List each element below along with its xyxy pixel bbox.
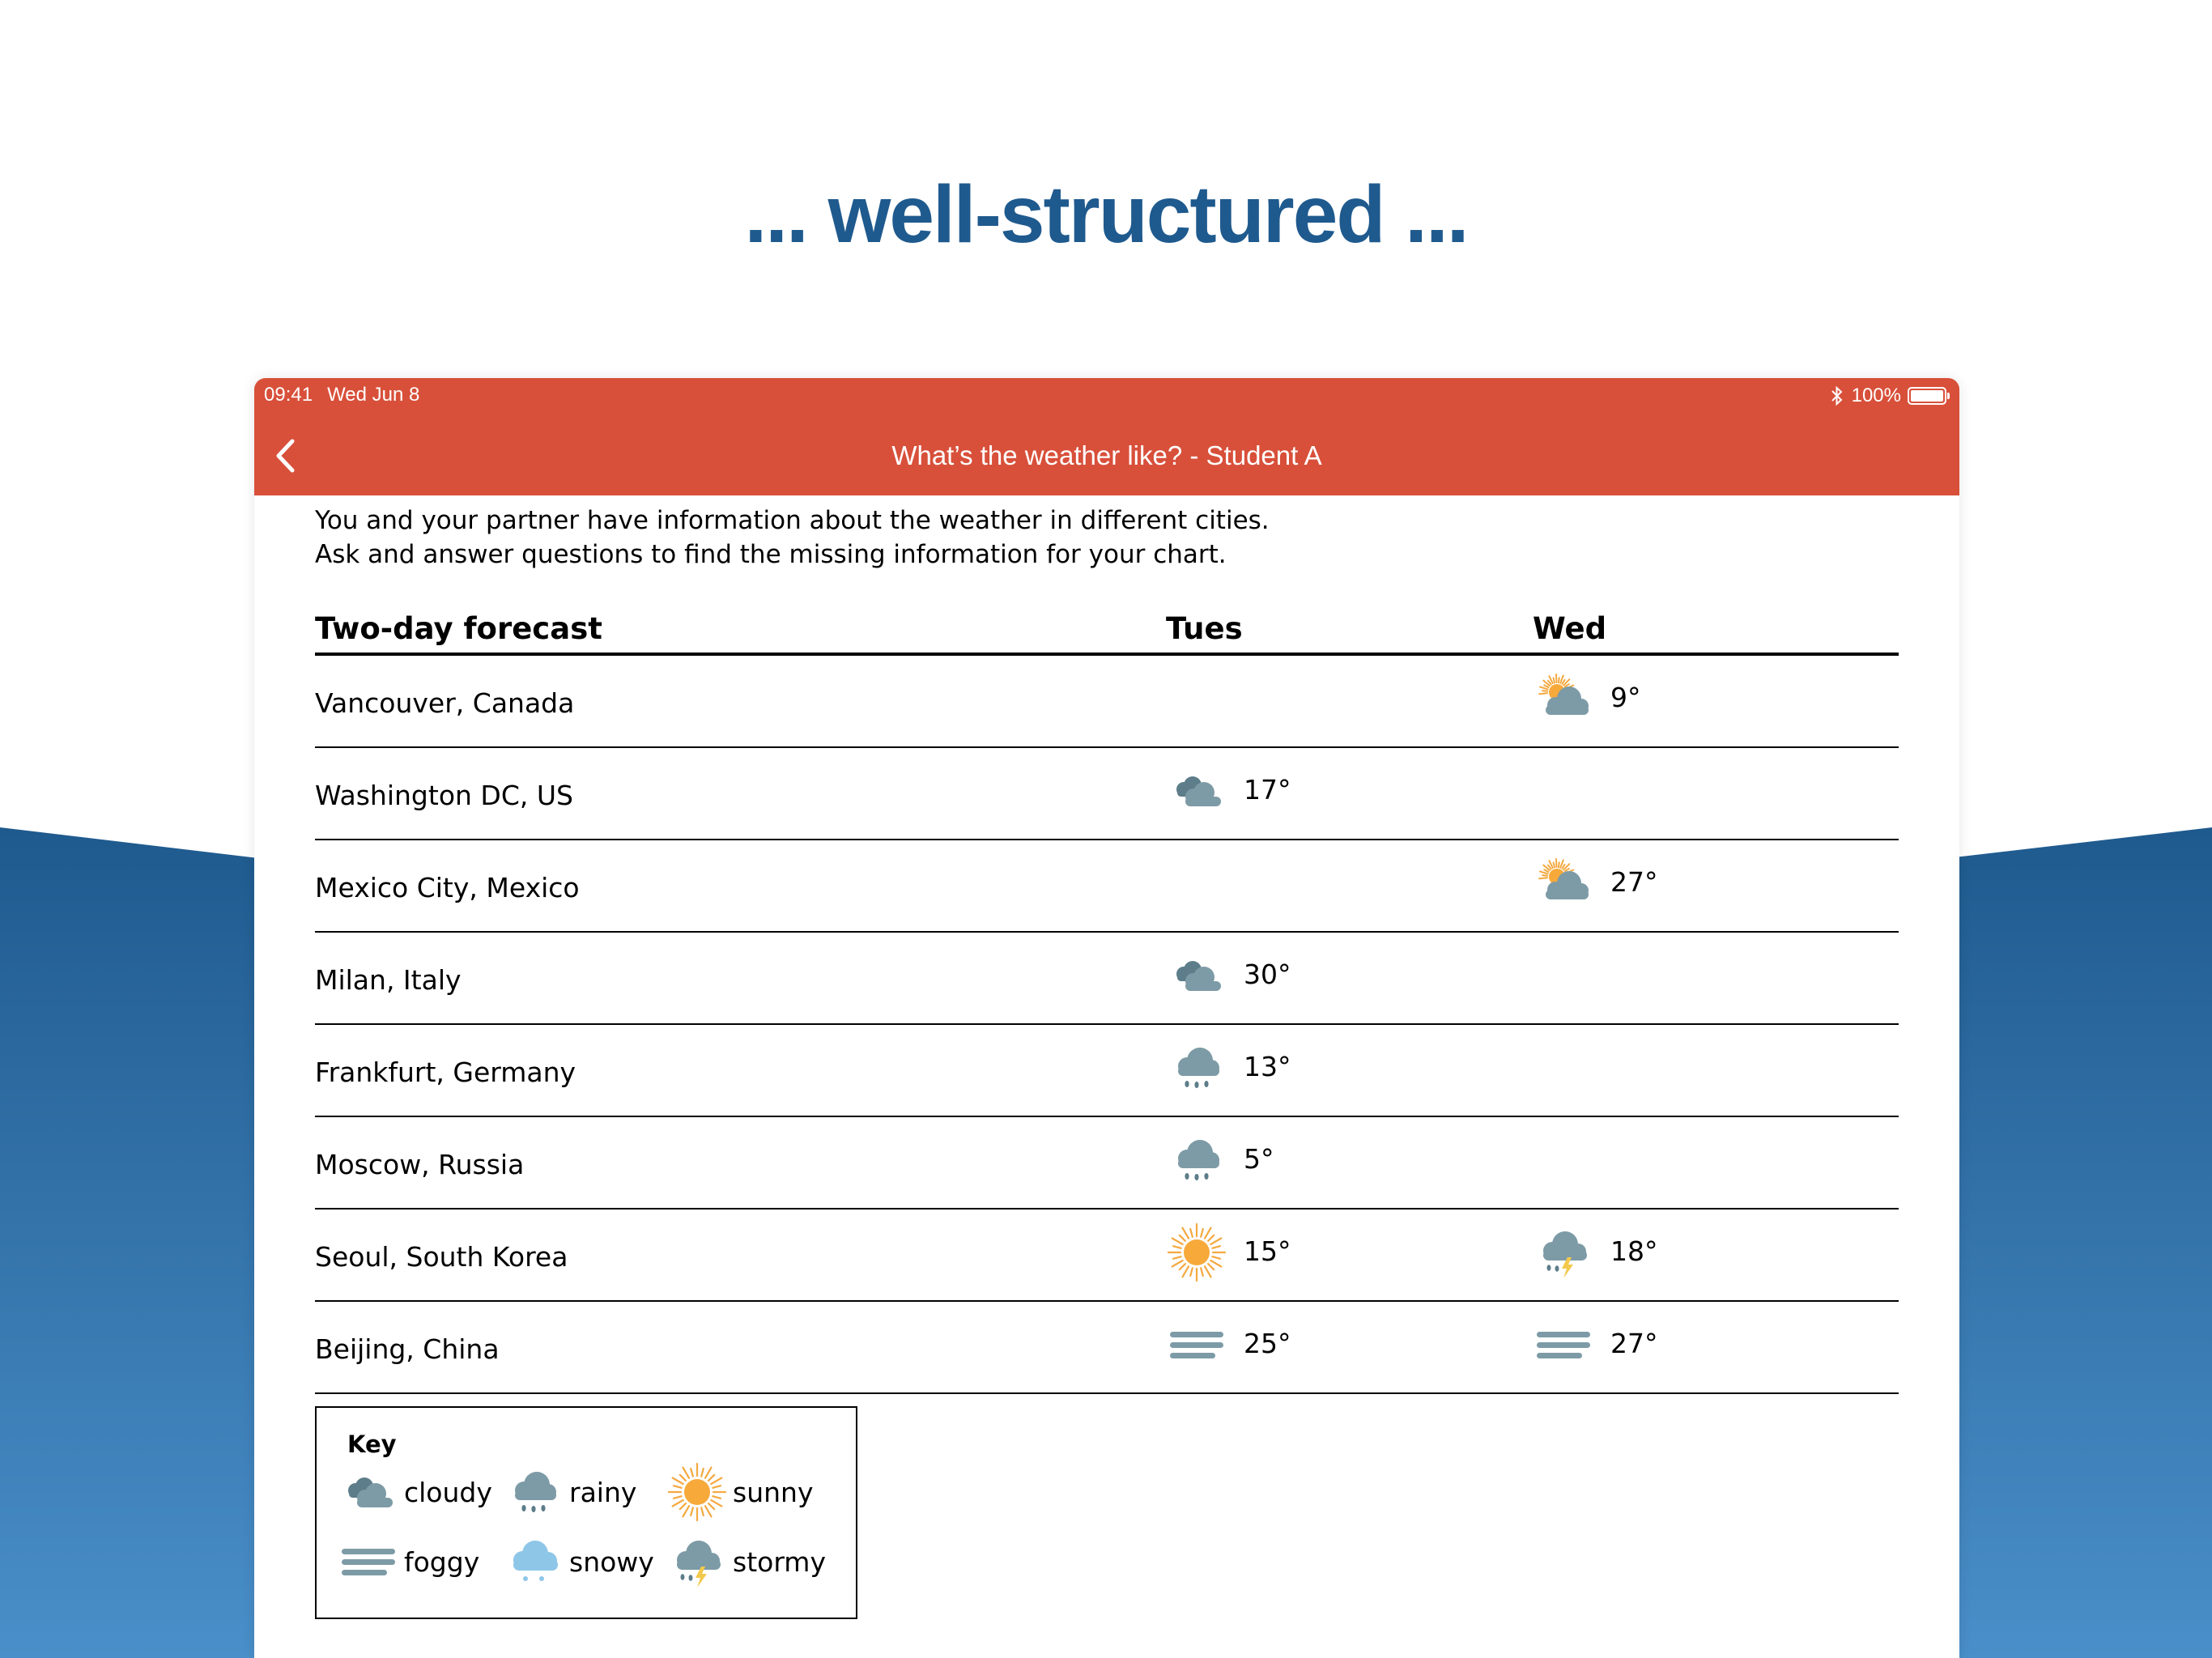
- top-bar: [254, 378, 1959, 495]
- city-name: Milan, Italy: [315, 964, 462, 996]
- battery-fill: [1911, 390, 1943, 402]
- temperature: 25°: [1244, 1327, 1291, 1359]
- tues-cell: [1166, 1025, 1291, 1116]
- wed-cell: [1533, 840, 1658, 931]
- table-row: [315, 1117, 1899, 1209]
- header-tues: Tues: [1166, 611, 1243, 646]
- key-item-snowy: [503, 1531, 654, 1592]
- foggy-icon: [1533, 1314, 1594, 1375]
- page-title: What’s the weather like? - Student A: [891, 440, 1322, 470]
- table-body: [315, 656, 1899, 1394]
- key-legend: [315, 1406, 857, 1619]
- partly-sunny-icon: [1533, 668, 1594, 729]
- status-bar-right: [1831, 383, 1946, 409]
- rainy-icon: [1166, 1037, 1227, 1099]
- table-row: [315, 1025, 1899, 1117]
- tues-cell: [1166, 748, 1291, 839]
- foggy-icon: [1166, 1314, 1227, 1375]
- header-forecast: Two-day forecast: [315, 611, 602, 646]
- cloudy-icon: [338, 1461, 399, 1523]
- instruction-line: You and your partner have information about the weather in different cities.: [315, 506, 1270, 535]
- temperature: 15°: [1244, 1235, 1291, 1267]
- key-item-foggy: [338, 1531, 479, 1592]
- temperature: 27°: [1610, 1327, 1658, 1359]
- table-row: [315, 656, 1899, 748]
- sunny-icon: [666, 1461, 728, 1523]
- key-label: stormy: [733, 1545, 826, 1578]
- temperature: 9°: [1610, 681, 1641, 713]
- city-name: Beijing, China: [315, 1333, 500, 1365]
- city-name: Vancouver, Canada: [315, 687, 575, 719]
- headline: ... well-structured ...: [744, 169, 1468, 260]
- device-screen: [254, 378, 1959, 1658]
- city-name: Frankfurt, Germany: [315, 1056, 576, 1088]
- status-bar-left: [264, 383, 419, 407]
- wed-cell: [1533, 656, 1641, 746]
- cloudy-icon: [1166, 760, 1227, 822]
- temperature: 27°: [1610, 865, 1658, 898]
- table-row: [315, 840, 1899, 933]
- rainy-icon: [1166, 1129, 1227, 1191]
- wed-cell: [1533, 1209, 1658, 1300]
- rainy-icon: [503, 1461, 564, 1523]
- city-name: Washington DC, US: [315, 780, 573, 811]
- key-label: rainy: [569, 1476, 637, 1508]
- battery-percent: 100%: [1851, 385, 1901, 406]
- temperature: 13°: [1244, 1050, 1291, 1082]
- status-time: 09:41: [264, 384, 313, 406]
- table-row: [315, 748, 1899, 840]
- key-label: snowy: [569, 1545, 654, 1578]
- foggy-icon: [338, 1531, 399, 1592]
- forecast-table: [315, 607, 1899, 1394]
- battery-icon: [1908, 387, 1946, 405]
- key-label: foggy: [404, 1545, 480, 1578]
- header-wed: Wed: [1533, 611, 1607, 646]
- temperature: 5°: [1244, 1142, 1274, 1175]
- partly-sunny-icon: [1533, 852, 1594, 914]
- temperature: 30°: [1244, 958, 1291, 990]
- tues-cell: [1166, 1117, 1274, 1208]
- table-header: [315, 607, 1899, 656]
- tues-cell: [1166, 1209, 1291, 1300]
- bluetooth-icon: [1831, 386, 1844, 406]
- table-row: [315, 1209, 1899, 1302]
- table-row: [315, 1302, 1899, 1394]
- stormy-icon: [666, 1531, 728, 1592]
- snowy-icon: [503, 1531, 564, 1592]
- wed-cell: [1533, 1302, 1658, 1392]
- city-name: Moscow, Russia: [315, 1149, 525, 1180]
- sunny-icon: [1166, 1222, 1227, 1283]
- key-title: Key: [347, 1431, 397, 1458]
- tues-cell: [1166, 1302, 1291, 1392]
- key-item-rainy: [503, 1461, 636, 1523]
- instruction-line: Ask and answer questions to find the missing information for your chart.: [315, 540, 1227, 569]
- tues-cell: [1166, 933, 1291, 1023]
- temperature: 17°: [1244, 773, 1291, 806]
- key-item-stormy: [666, 1531, 826, 1592]
- key-item-cloudy: [338, 1461, 492, 1523]
- key-item-sunny: [666, 1461, 813, 1523]
- status-date: Wed Jun 8: [327, 384, 420, 406]
- city-name: Seoul, South Korea: [315, 1241, 568, 1273]
- instructions: [315, 504, 1853, 572]
- stormy-icon: [1533, 1222, 1594, 1283]
- key-label: sunny: [733, 1476, 814, 1508]
- key-label: cloudy: [404, 1476, 492, 1508]
- table-row: [315, 933, 1899, 1025]
- content-area: [254, 495, 1959, 1658]
- cloudy-icon: [1166, 945, 1227, 1006]
- temperature: 18°: [1610, 1235, 1658, 1267]
- city-name: Mexico City, Mexico: [315, 872, 580, 903]
